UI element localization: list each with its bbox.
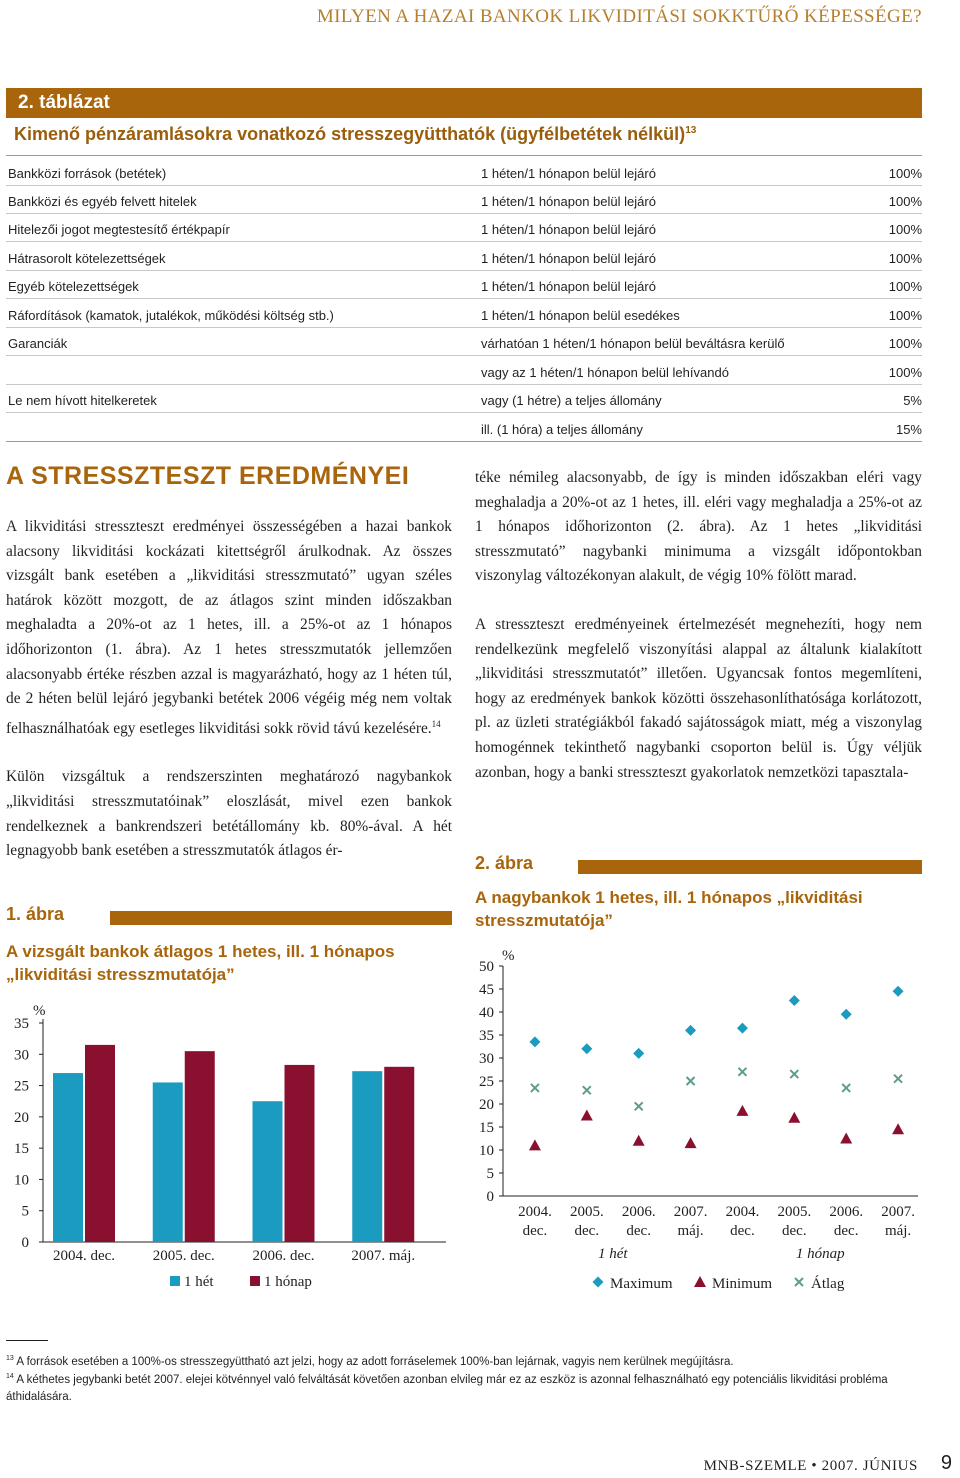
legend-swatch: [250, 1276, 260, 1286]
marker-x: [842, 1084, 850, 1092]
page-number: 9: [940, 1452, 952, 1474]
table-cell-value: 5%: [903, 393, 922, 408]
marker-diamond: [893, 986, 904, 997]
marker-diamond: [529, 1036, 540, 1047]
bar-one-week: [253, 1101, 283, 1242]
y-tick-label: 10: [14, 1172, 29, 1189]
paragraph: A stresszteszt eredményeinek értelmezését megnehezíti, hogy nem rendelkezünk megfelelő viszonyítási alappal az általunk kialakított „likviditási stresszmutatót” illetően. Ugyancsak fontos megemlíteni, hogy az eredmények bankok közötti összehasonlíthatósága korlátozott, pl. az üzleti stratégiákból fakadó sajátosságok miatt, még a viszonylag homogénnek tekinthető nagybanki csoporton belül is. Úgy véljük azonban, hogy a banki stresszteszt gyakorlatok nemzetközi tapasztala-: [475, 615, 922, 781]
bar-one-month: [384, 1067, 414, 1242]
table-cell-value: 100%: [888, 194, 922, 209]
figure-2-tick-labels: [479, 959, 915, 1262]
marker-x: [790, 1070, 798, 1078]
table-title: [14, 124, 696, 145]
marker-diamond: [633, 1048, 644, 1059]
figure-1-rule: [110, 911, 452, 925]
figure-1-legend: [170, 1274, 312, 1290]
x-tick-label: dec.: [730, 1223, 755, 1239]
table-cell-condition: vagy (1 hétre) a teljes állomány: [481, 393, 662, 408]
table-cell-value: 100%: [888, 365, 922, 380]
x-tick-label: dec.: [574, 1223, 600, 1239]
y-tick-label: 30: [479, 1051, 494, 1067]
footnote-ref: 14: [431, 718, 441, 729]
figure-2-unit-label: %: [502, 948, 515, 964]
table-row-rule: [6, 327, 922, 328]
figure-2-markers: [529, 986, 904, 1151]
figure-2-title: A nagybankok 1 hetes, ill. 1 hónapos „likviditási stresszmutatója”: [475, 888, 863, 930]
marker-triangle: [581, 1110, 593, 1121]
section-title: A STRESSZTESZT EREDMÉNYEI: [6, 462, 410, 490]
y-tick-label: 0: [486, 1189, 494, 1205]
table-row-rule: [6, 441, 922, 442]
table-row-rule: [6, 412, 922, 413]
footnote-number: 13: [6, 1355, 14, 1362]
legend-triangle-icon: [694, 1276, 706, 1287]
marker-diamond: [737, 1023, 748, 1034]
bar-one-month: [285, 1065, 315, 1242]
legend-label: Átlag: [811, 1276, 845, 1292]
y-tick-label: 25: [479, 1074, 494, 1090]
table-cell-condition: 1 héten/1 hónapon belül esedékes: [481, 308, 680, 323]
table-cell-condition: 1 héten/1 hónapon belül lejáró: [481, 166, 656, 181]
marker-diamond: [789, 995, 800, 1006]
table-cell-condition: ill. (1 hóra) a teljes állomány: [481, 422, 643, 437]
y-tick-label: 5: [21, 1203, 29, 1220]
table-title-text: Kimenő pénzáramlásokra vonatkozó stresszegyütthatók (ügyfélbetétek nélkül): [14, 124, 686, 144]
figure-1-unit-label: %: [33, 1003, 46, 1019]
x-tick-label: máj.: [677, 1223, 704, 1239]
x-tick-label: 2005. dec.: [152, 1248, 215, 1264]
figure-1-title: A vizsgált bankok átlagos 1 hetes, ill. 1 hónapos „likviditási stresszmutatója”: [6, 942, 395, 984]
table-cell-item: Hátrasorolt kötelezettségek: [8, 251, 166, 266]
running-head: MILYEN A HAZAI BANKOK LIKVIDITÁSI SOKKTŰRŐ KÉPESSÉGE?: [316, 6, 922, 27]
footnote-number: 14: [6, 1373, 14, 1380]
table-cell-condition: vagy az 1 héten/1 hónapon belül lehívandó: [481, 365, 729, 380]
table-row-rule: [6, 270, 922, 271]
marker-triangle: [529, 1139, 541, 1150]
paragraph: téke némileg alacsonyabb, de így is minden időszakban eléri vagy meghaladja a 20%-ot az 1 hetes, ill. eléri vagy meghaladja a 25%-ot az 1 hónapos időhorizonton (2. ábra). Az 1 hetes „likviditási stresszmutató” nagybanki minimuma a vizsgált időpontokban viszonylag változékonyan alakult, de végig 10% fölött marad.: [475, 469, 922, 585]
table-row-rule: [6, 355, 922, 356]
x-tick-label: 2006. dec.: [252, 1248, 315, 1264]
x-tick-label: dec.: [522, 1223, 548, 1239]
x-tick-label: 2006.: [829, 1204, 864, 1220]
y-tick-label: 40: [479, 1005, 494, 1021]
x-tick-label: 2006.: [621, 1204, 656, 1220]
paragraph-text: A likviditási stresszteszt eredményei összességében a hazai bankok alacsony likviditási kockázati kitettségről árulkodnak. Az összes vizsgált bank esetében a „likviditási stresszmutató” ugyan széles határok között mozgott, de az átlagos szint minden időszakban meghaladta a 20%-ot az 1 hetes, ill. a 25%-ot az 1 hónapos időhorizonton (1. ábra). Az 1 hetes stresszmutatók jellemzően alacsonyabb értéke részben azzal is magyarázható, hogy az 1 héten túl, de 2 héten belül lejáró jegybanki betétek 2006 végéig még nem voltak felhasználhatóak egy esetleges likviditási sokk rövid távú kezelésére.: [6, 518, 452, 737]
table-cell-value: 15%: [895, 422, 922, 437]
legend-label: Minimum: [712, 1276, 773, 1292]
x-tick-label: dec.: [626, 1223, 651, 1239]
table-cell-value: 100%: [888, 336, 922, 351]
x-tick-label: 2007.: [881, 1204, 915, 1220]
x-tick-label: 2007. máj.: [351, 1248, 416, 1264]
marker-x: [635, 1102, 643, 1110]
table-cell-item: Ráfordítások (kamatok, jutalékok, működési költség stb.): [8, 308, 334, 323]
marker-triangle: [736, 1105, 748, 1116]
table-row-rule: [6, 185, 922, 186]
footnote-text: A források esetében a 100%-os stresszegyüttható azt jelzi, hogy az adott forráselemek 100%-ban lejárnak, vagyis nem kerülnek megújításra.: [16, 1355, 734, 1368]
marker-x: [583, 1086, 591, 1094]
y-tick-label: 45: [479, 982, 494, 998]
bar-one-week: [53, 1073, 83, 1242]
footnote-rule: [6, 1340, 48, 1341]
x-tick-label: 2007.: [673, 1204, 708, 1220]
y-tick-label: 20: [14, 1109, 29, 1126]
y-tick-label: 30: [14, 1047, 29, 1064]
marker-triangle: [788, 1112, 800, 1123]
marker-diamond: [841, 1009, 852, 1020]
bar-one-week: [352, 1071, 382, 1242]
table-cell-item: Bankközi és egyéb felvett hitelek: [8, 194, 197, 209]
x-tick-label: 2004.: [518, 1204, 552, 1220]
x-tick-label: 2004. dec.: [52, 1248, 116, 1264]
figure-1-bars: [53, 1045, 414, 1242]
x-tick-label: 2005.: [569, 1204, 604, 1220]
figure-1-bar-chart: [0, 995, 460, 1300]
footnote-text: A kéthetes jegybanki betét 2007. elejei kötvénnyel való felváltását követően azonban elvileg már ez az eszköz is azonnal felhasználható egy potenciális likviditási probléma áthidalására.: [6, 1373, 888, 1403]
table-cell-item: Garanciák: [8, 336, 68, 351]
paragraph: [6, 515, 452, 741]
table-top-rule: [6, 155, 922, 156]
marker-triangle: [840, 1133, 852, 1144]
table-cell-condition: 1 héten/1 hónapon belül lejáró: [481, 194, 656, 209]
marker-triangle: [685, 1137, 697, 1148]
legend-swatch: [170, 1276, 180, 1286]
y-tick-label: 20: [479, 1097, 494, 1113]
table-cell-condition: 1 héten/1 hónapon belül lejáró: [481, 222, 656, 237]
table-cell-item: Hitelezői jogot megtestesítő értékpapír: [8, 222, 230, 237]
table-cell-condition: várhatóan 1 héten/1 hónapon belül beváltásra kerülő: [481, 336, 785, 351]
table-row-rule: [6, 213, 922, 214]
table-cell-item: Bankközi források (betétek): [8, 166, 167, 181]
table-label: 2. táblázat: [18, 92, 110, 113]
y-tick-label: 35: [479, 1028, 494, 1044]
x-tick-label: máj.: [884, 1223, 912, 1239]
left-text-column: [6, 515, 452, 888]
y-tick-label: 50: [479, 959, 494, 975]
y-tick-label: 15: [14, 1141, 29, 1158]
folio: MNB-SZEMLE • 2007. JÚNIUS: [703, 1458, 918, 1474]
table-cell-value: 100%: [888, 222, 922, 237]
y-tick-label: 35: [14, 1016, 29, 1032]
table-cell-value: 100%: [888, 251, 922, 266]
table-row-rule: [6, 298, 922, 299]
marker-triangle: [633, 1135, 645, 1146]
marker-x: [894, 1075, 902, 1083]
bar-one-month: [185, 1051, 215, 1242]
figure-2-legend: [593, 1275, 845, 1292]
legend-label: Maximum: [610, 1276, 673, 1292]
legend-label: 1 hét: [184, 1274, 214, 1290]
bar-one-week: [153, 1082, 183, 1242]
x-tick-label: 2005.: [777, 1204, 812, 1220]
table-cell-value: 100%: [888, 279, 922, 294]
marker-diamond: [685, 1025, 696, 1036]
y-tick-label: 10: [479, 1143, 494, 1159]
legend-label: 1 hónap: [264, 1274, 312, 1290]
table-title-footnote-ref: 13: [685, 125, 697, 136]
figure-2-rule: [578, 860, 922, 874]
marker-x: [738, 1068, 746, 1076]
group-label: 1 hét: [597, 1246, 628, 1262]
table-cell-value: 100%: [888, 166, 922, 181]
table-row-rule: [6, 384, 922, 385]
legend-diamond-icon: [593, 1277, 604, 1288]
x-tick-label: dec.: [782, 1223, 807, 1239]
bar-one-month: [85, 1045, 115, 1242]
y-tick-label: 5: [486, 1166, 494, 1182]
legend-x-icon: [795, 1278, 803, 1286]
footnote-14: [6, 1368, 922, 1406]
table-cell-condition: 1 héten/1 hónapon belül lejáró: [481, 279, 656, 294]
paragraph: Külön vizsgáltuk a rendszerszinten meghatározó nagybankok „likviditási stresszmutatóinak” eloszlását, mivel ezen bankok rendelkeznek a bankrendszeri betétállomány kb. 80%-ával. A hét legnagyobb bank esetében a stresszmutatók átlagos ér-: [6, 768, 452, 860]
table-cell-item: Egyéb kötelezettségek: [8, 279, 139, 294]
table-cell-item: Le nem hívott hitelkeretek: [8, 393, 157, 408]
right-text-column: [475, 466, 922, 809]
figure-2-axes: [499, 966, 918, 1196]
marker-diamond: [581, 1043, 592, 1054]
group-label: 1 hónap: [795, 1246, 845, 1262]
y-tick-label: 15: [479, 1120, 494, 1136]
marker-triangle: [892, 1123, 904, 1134]
y-tick-label: 0: [21, 1235, 29, 1251]
figure-2-label: 2. ábra: [475, 853, 534, 873]
y-tick-label: 25: [14, 1078, 29, 1095]
x-tick-label: dec.: [833, 1223, 859, 1239]
figure-2-scatter-chart: [470, 940, 930, 1302]
marker-x: [531, 1084, 539, 1092]
table-row-rule: [6, 241, 922, 242]
x-tick-label: 2004.: [725, 1204, 760, 1220]
table-cell-value: 100%: [888, 308, 922, 323]
table-label-bar: [6, 88, 922, 118]
marker-x: [687, 1077, 695, 1085]
table-cell-condition: 1 héten/1 hónapon belül lejáró: [481, 251, 656, 266]
figure-1-label: 1. ábra: [6, 904, 65, 924]
